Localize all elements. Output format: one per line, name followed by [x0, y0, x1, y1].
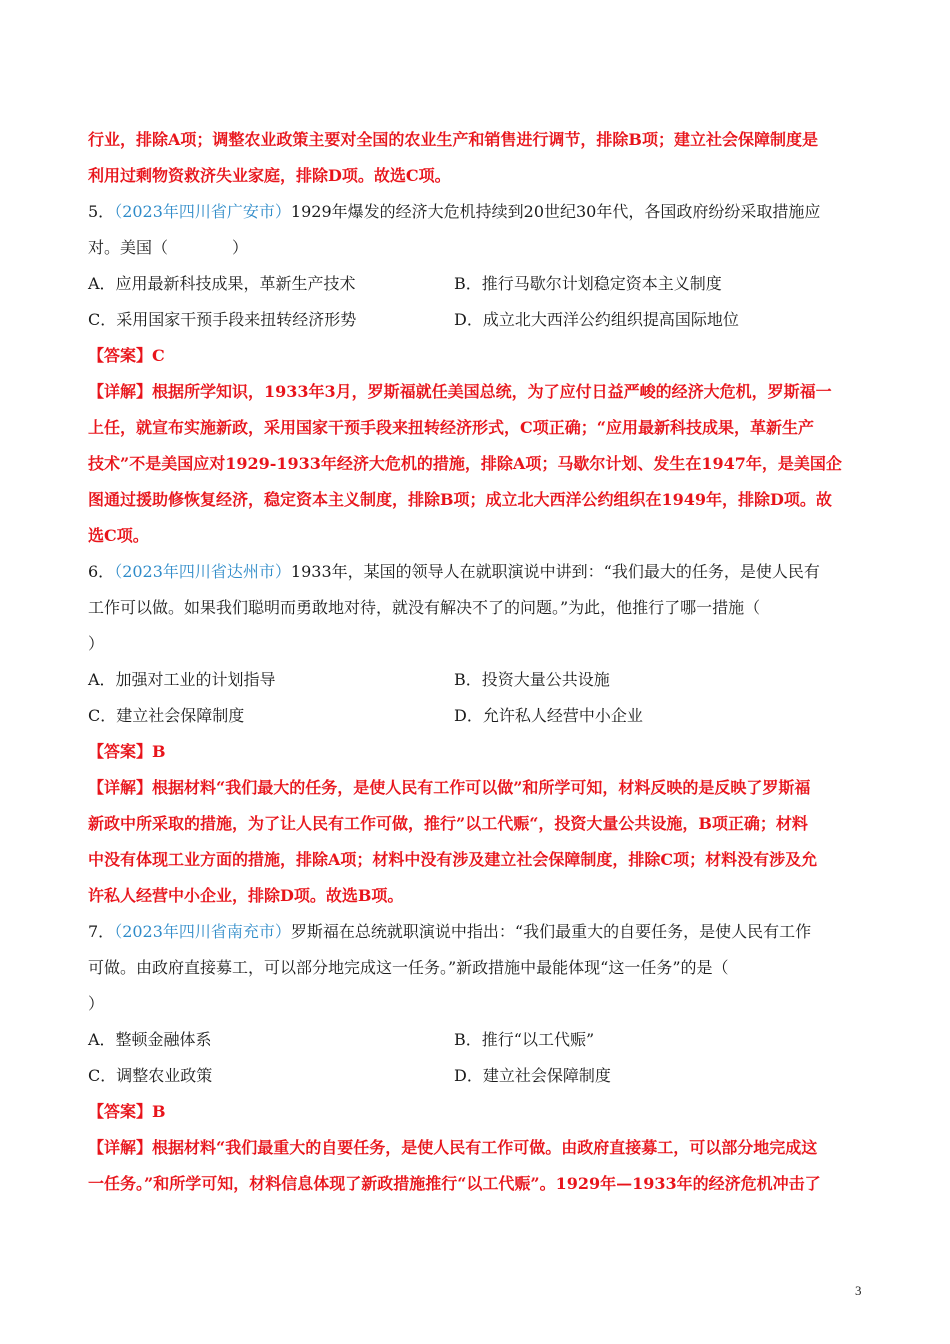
question-stem-text: 1929年爆发的经济大危机持续到20世纪30年代，各国政府纷纷采取措施应	[290, 202, 821, 221]
detail-line: 新政中所采取的措施，为了让人民有工作可做，推行”以工代赈“，投资大量公共设施，B项正确；材料	[88, 814, 808, 833]
question-source: （2023年四川省南充市）	[114, 922, 291, 941]
question-source: （2023年四川省广安市）	[114, 202, 291, 221]
detail-tag: 【详解】	[88, 382, 153, 401]
detail-line: 上任，就宣布实施新政，采用国家干预手段来扭转经济形式，C项正确；“应用最新科技成果，革新生产	[88, 418, 814, 437]
detail-line	[88, 770, 864, 806]
question-7-stem	[88, 914, 864, 950]
continued-detail-line: 利用过剩物资救济失业家庭，排除D项。故选C项。	[88, 166, 451, 185]
detail-line: 许私人经营中小企业，排除D项。故选B项。	[88, 886, 404, 905]
question-stem-text: 罗斯福在总统就职演说中指出：“我们最重大的自要任务，是使人民有工作	[290, 922, 812, 941]
detail-text: 根据所学知识，1933年3月，罗斯福就任美国总统，为了应付日益严峻的经济大危机，罗斯福一	[152, 382, 832, 401]
detail-text: 根据材料“我们最重大的自要任务，是使人民有工作可做。由政府直接募工，可以部分地完成这	[152, 1138, 818, 1157]
options-row	[88, 662, 864, 698]
option-b: B．推行马歇尔计划稳定资本主义制度	[454, 274, 722, 293]
option-c: C．采用国家干预手段来扭转经济形势	[88, 310, 357, 329]
question-6-stem	[88, 554, 864, 590]
question-stem-text: 可做。由政府直接募工，可以部分地完成这一任务。”新政措施中最能体现“这一任务”的是（	[88, 958, 729, 977]
question-stem-text: 对。美国（ ）	[88, 238, 249, 257]
detail-line	[88, 374, 864, 410]
answer-line	[88, 338, 864, 374]
detail-tag: 【详解】	[88, 778, 153, 797]
option-b: B．投资大量公共设施	[454, 670, 610, 689]
question-number: 5．	[88, 202, 115, 221]
detail-line: 选C项。	[88, 526, 149, 545]
detail-line: 中没有体现工业方面的措施，排除A项；材料中没有涉及建立社会保障制度，排除C项；材料没有涉及允	[88, 850, 818, 869]
answer-tag: 【答案】	[88, 1102, 153, 1121]
answer-tag: 【答案】	[88, 742, 153, 761]
option-c: C．调整农业政策	[88, 1066, 213, 1085]
options-row	[88, 698, 864, 734]
detail-tag: 【详解】	[88, 1138, 153, 1157]
options-row	[88, 266, 864, 302]
answer-line	[88, 1094, 864, 1130]
question-number: 6．	[88, 562, 115, 581]
answer-line	[88, 734, 864, 770]
detail-text: 根据材料“我们最大的任务，是使人民有工作可以做”和所学可知，材料反映的是反映了罗斯福	[152, 778, 811, 797]
question-stem-text: ）	[88, 994, 105, 1013]
detail-line	[88, 1130, 864, 1166]
question-number: 7．	[88, 922, 115, 941]
option-d: D．建立社会保障制度	[454, 1066, 611, 1085]
answer-value: C	[152, 346, 165, 365]
detail-line: 一任务。”和所学可知，材料信息体现了新政措施推行“以工代赈”。1929年—1933年的经济危机冲击了	[88, 1174, 821, 1193]
option-b: B．推行“以工代赈”	[454, 1030, 595, 1049]
answer-value: B	[152, 1102, 166, 1121]
options-row	[88, 1022, 864, 1058]
document-page	[88, 122, 864, 1202]
answer-value: B	[152, 742, 166, 761]
options-row	[88, 1058, 864, 1094]
detail-line: 技术”不是美国应对1929-1933年经济大危机的措施，排除A项；马歇尔计划、发生在1947年，是美国企	[88, 454, 842, 473]
page-number: 3	[855, 1283, 862, 1298]
option-a: A．整顿金融体系	[88, 1030, 212, 1049]
option-c: C．建立社会保障制度	[88, 706, 245, 725]
options-row	[88, 302, 864, 338]
option-d: D．允许私人经营中小企业	[454, 706, 643, 725]
question-source: （2023年四川省达州市）	[114, 562, 291, 581]
continued-detail-line: 行业，排除A项；调整农业政策主要对全国的农业生产和销售进行调节，排除B项；建立社会保障制度是	[88, 130, 818, 149]
question-stem-text: 工作可以做。如果我们聪明而勇敢地对待，就没有解决不了的问题。”为此，他推行了哪一措施（	[88, 598, 761, 617]
question-stem-text: 1933年，某国的领导人在就职演说中讲到：“我们最大的任务，是使人民有	[290, 562, 820, 581]
option-a: A．应用最新科技成果，革新生产技术	[88, 274, 356, 293]
option-d: D．成立北大西洋公约组织提高国际地位	[454, 310, 739, 329]
answer-tag: 【答案】	[88, 346, 153, 365]
question-5-stem	[88, 194, 864, 230]
detail-line: 图通过援助修恢复经济，稳定资本主义制度，排除B项；成立北大西洋公约组织在1949年，排除D项。故	[88, 490, 832, 509]
question-stem-text: ）	[88, 634, 105, 653]
option-a: A．加强对工业的计划指导	[88, 670, 276, 689]
